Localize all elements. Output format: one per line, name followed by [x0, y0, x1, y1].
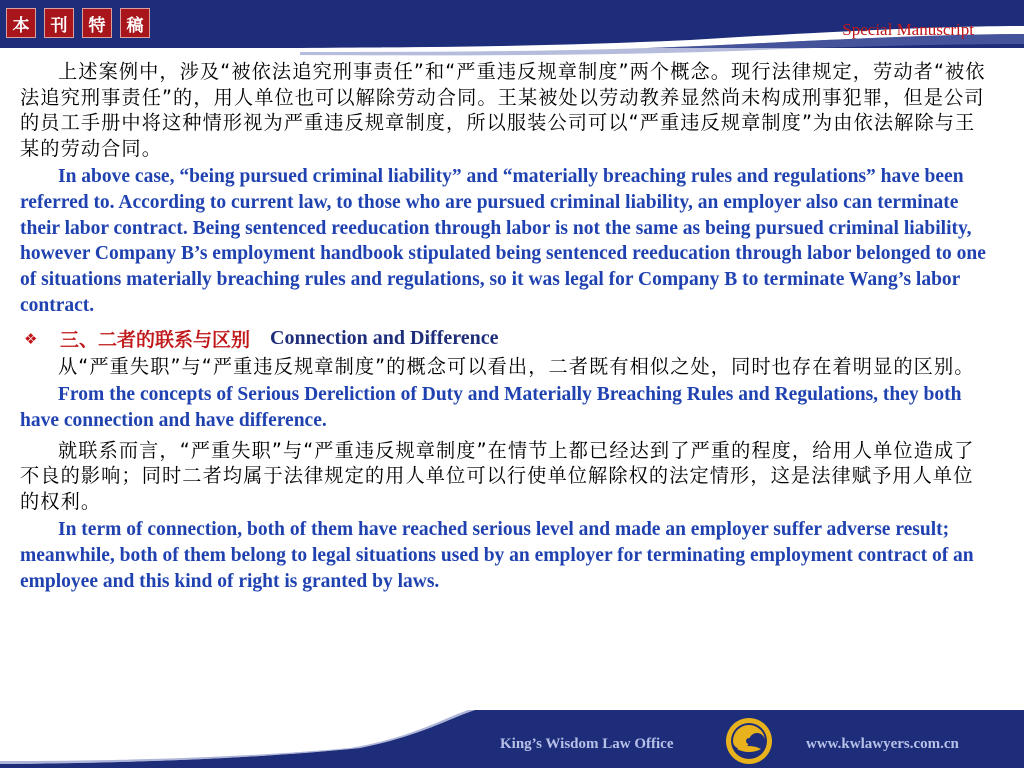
section-heading-english: Connection and Difference [270, 327, 499, 350]
paragraph-2-english: From the concepts of Serious Dereliction of Duty and Materially Breaching Rules and Regulations, they both have connection and have difference. [20, 384, 962, 432]
section-heading [20, 327, 992, 351]
page-title: Special Manuscript [842, 20, 974, 39]
footer-office-name: King’s Wisdom Law Office [500, 736, 674, 752]
paragraph-2-chinese: 从“严重失职”与“严重违反规章制度”的概念可以看出，二者既有相似之处，同时也存在着明显的区别。 [58, 354, 975, 378]
paragraph-1-chinese: 上述案例中，涉及“被依法追究刑事责任”和“严重违反规章制度”两个概念。现行法律规定，劳动者“被依法追究刑事责任”的，用人单位也可以解除劳动合同。王某被处以劳动教养显然尚未构成刑事犯罪，但是公司的员工手册中将这种情形视为严重违反规章制度，所以服装公司可以“严重违反规章制度”为由依法解除与王某的劳动合同。 [20, 60, 986, 160]
tag-kan: 刊 [44, 8, 74, 38]
paragraph-3-chinese: 就联系而言，“严重失职”与“严重违反规章制度”在情节上都已经达到了严重的程度，给用人单位造成了不良的影响；同时二者均属于法律规定的用人单位可以行使单位解除权的法定情形，这是法律赋予用人单位的权利。 [20, 438, 975, 513]
paragraph-3-english: In term of connection, both of them have reached serious level and made an employer suffer adverse result; meanwhile, both of them belong to legal situations used by an employer for terminating employment contract of an employee and this kind of right is granted by laws. [20, 519, 974, 592]
section-heading-chinese: 三、二者的联系与区别 [60, 329, 251, 352]
diamond-bullet-icon: ❖ [24, 329, 38, 348]
law-office-logo-icon [724, 716, 774, 766]
tag-ben: 本 [6, 8, 36, 38]
footer-website: www.kwlawyers.com.cn [806, 736, 959, 752]
paragraph-1-english: In above case, “being pursued criminal liability” and “materially breaching rules and regulations” have been referred to. According to current law, to those who are pursued criminal liability, an employer also can terminate their labor contract. Being sentenced reeducation through labor is not the same as being pursued criminal liability, however Company B’s employment handbook stipulated being sentenced reeducation through labor belonged to one of situations materially breaching rules and regulations, so it was legal for Company B to terminate Wang’s labor contract. [20, 166, 986, 316]
tag-te: 特 [82, 8, 112, 38]
tag-gao: 稿 [120, 8, 150, 38]
section-tags [6, 8, 150, 38]
article-body [20, 59, 992, 599]
